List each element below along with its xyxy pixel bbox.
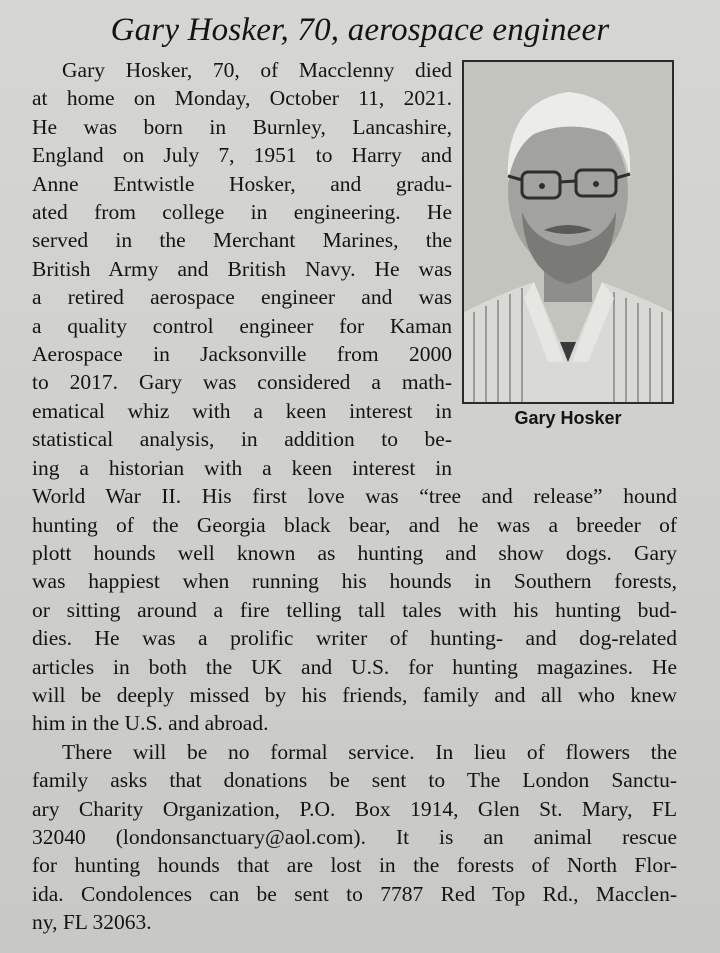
- text-line: a retired aerospace engineer and was: [32, 285, 452, 310]
- text-line: or sitting around a fire telling tall tales with his hunting bud-: [32, 597, 677, 622]
- text-line: served in the Merchant Marines, the: [32, 228, 452, 253]
- text-line: statistical analysis, in addition to be-: [32, 427, 452, 452]
- text-line: Gary Hosker, 70, of Macclenny died: [62, 58, 452, 82]
- text-line: him in the U.S. and abroad.: [32, 711, 269, 736]
- text-line: Anne Entwistle Hosker, and gradu-: [32, 171, 452, 196]
- obituary-body: [32, 56, 677, 937]
- text-line: family asks that donations be sent to The London Sanctu-: [32, 768, 677, 793]
- text-line: a quality control engineer for Kaman: [32, 313, 452, 338]
- text-line: ny, FL 32063.: [32, 910, 152, 935]
- text-line: hunting of the Georgia black bear, and he was a breeder of: [32, 512, 677, 537]
- text-line: ated from college in engineering. He: [32, 200, 452, 225]
- text-line: ida. Condolences can be sent to 7787 Red Top Rd., Macclen-: [32, 881, 677, 906]
- text-line: ematical whiz with a keen interest in: [32, 398, 452, 423]
- text-line: was happiest when running his hounds in Southern forests,: [32, 569, 677, 594]
- obituary-headline: Gary Hosker, 70, aerospace engineer: [110, 12, 610, 48]
- text-line: England on July 7, 1951 to Harry and: [32, 143, 452, 168]
- text-line: World War II. His first love was “tree and release” hound: [32, 484, 677, 509]
- text-line: Aerospace in Jacksonville from 2000: [32, 342, 452, 367]
- text-line: at home on Monday, October 11, 2021.: [32, 86, 452, 111]
- text-line: will be deeply missed by his friends, family and all who knew: [32, 682, 677, 707]
- photo-caption: Gary Hosker: [514, 408, 622, 428]
- text-line: ary Charity Organization, P.O. Box 1914, Glen St. Mary, FL: [32, 796, 677, 821]
- text-line: plott hounds well known as hunting and show dogs. Gary: [32, 540, 677, 565]
- text-line: for hunting hounds that are lost in the forests of North Flor-: [32, 853, 677, 878]
- text-line: dies. He was a prolific writer of hunting- and dog-related: [32, 626, 677, 651]
- text-line: ing a historian with a keen interest in: [32, 455, 452, 480]
- text-line: to 2017. Gary was considered a math-: [32, 370, 452, 395]
- text-line: British Army and British Navy. He was: [32, 256, 452, 281]
- text-line: There will be no formal service. In lieu of flowers the: [62, 739, 677, 764]
- text-line: articles in both the UK and U.S. for hunting magazines. He: [32, 654, 677, 679]
- text-line: 32040 (londonsanctuary@aol.com). It is an animal rescue: [32, 824, 677, 849]
- text-line: He was born in Burnley, Lancashire,: [32, 114, 452, 139]
